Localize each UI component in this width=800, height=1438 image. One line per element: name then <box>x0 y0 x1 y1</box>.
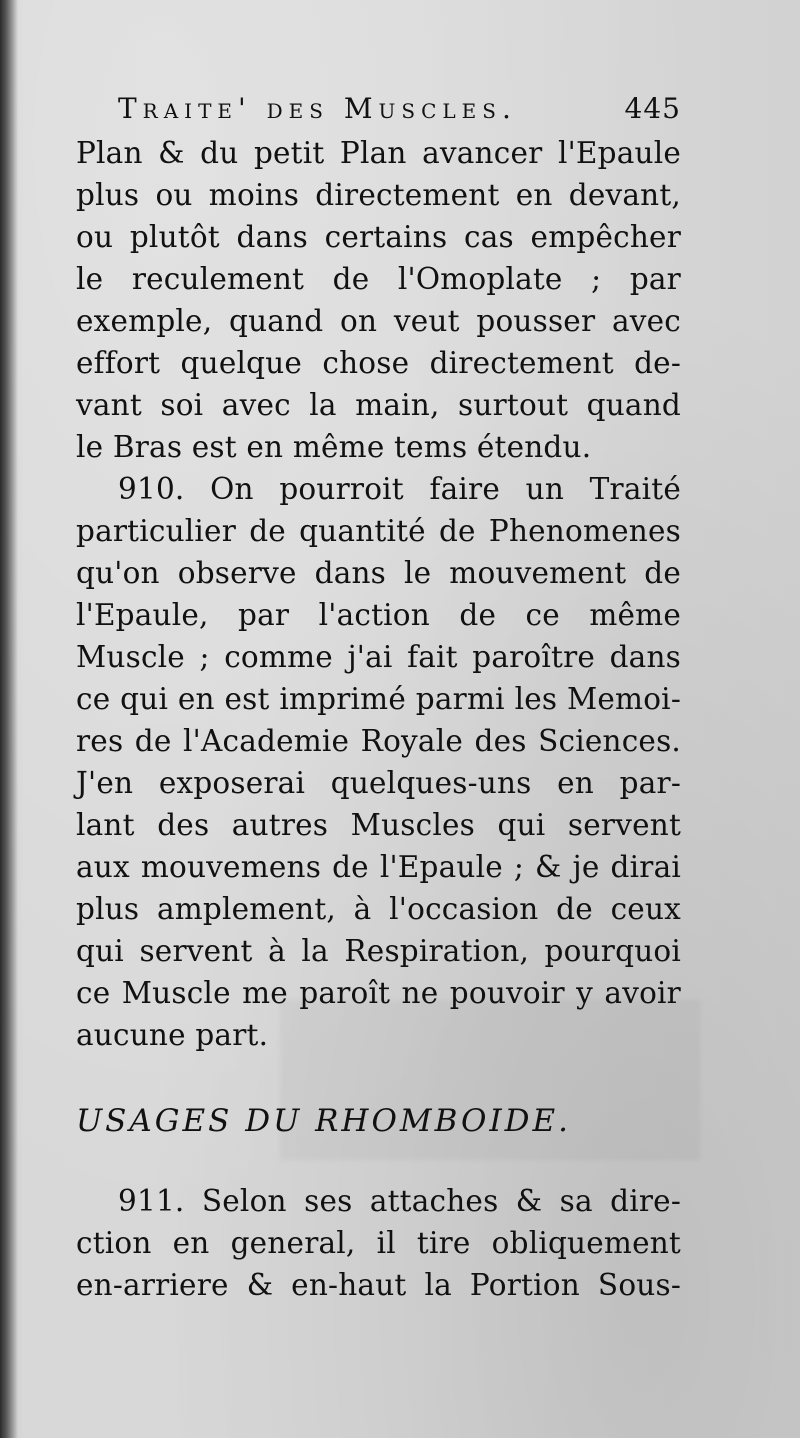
section-heading: USAGES DU RHOMBOIDE. <box>76 1103 571 1139</box>
text-line: aucune part. <box>76 1018 269 1052</box>
text-line: ce qui en est imprimé parmi les Memoi- <box>76 682 681 716</box>
running-header-title: Traite' des Muscles. <box>118 92 517 125</box>
text-line: qui servent à la Respiration, pourquoi <box>76 934 681 968</box>
page-number: 445 <box>624 92 681 125</box>
page-text-block <box>76 88 681 1306</box>
text-line: le reculement de l'Omoplate ; par <box>76 262 681 296</box>
text-line: aux mouvemens de l'Epaule ; & je dirai <box>76 850 681 884</box>
page-binding-shadow <box>0 0 18 1438</box>
paragraph-2 <box>76 468 681 1056</box>
text-line: le Bras est en même tems étendu. <box>76 430 592 464</box>
text-line: ce Muscle me paroît ne pouvoir y avoir <box>76 976 681 1010</box>
text-line: ou plutôt dans certains cas empêcher <box>76 220 681 254</box>
text-line: exemple, quand on veut pousser avec <box>76 304 681 338</box>
text-line: effort quelque chose directement de- <box>76 346 681 380</box>
text-line: plus amplement, à l'occasion de ceux <box>76 892 681 926</box>
text-line: plus ou moins directement en devant, <box>76 178 681 212</box>
paragraph-1 <box>76 132 681 468</box>
text-line: Plan & du petit Plan avancer l'Epaule <box>76 136 681 170</box>
text-line: qu'on observe dans le mouvement de <box>76 556 681 590</box>
text-line: J'en exposerai quelques-uns en par- <box>76 766 681 800</box>
text-line: particulier de quantité de Phenomenes <box>76 514 681 548</box>
text-line: ction en general, il tire obliquement <box>76 1226 681 1260</box>
text-line: l'Epaule, par l'action de ce même <box>76 598 681 632</box>
text-line: 911. Selon ses attaches & sa dire- <box>118 1184 681 1218</box>
text-line: res de l'Academie Royale des Sciences. <box>76 724 681 758</box>
running-header <box>118 88 681 132</box>
paragraph-3 <box>76 1180 681 1306</box>
text-line: lant des autres Muscles qui servent <box>76 808 681 842</box>
text-line: 910. On pourroit faire un Traité <box>118 472 681 506</box>
text-line: en-arriere & en-haut la Portion Sous- <box>76 1268 681 1302</box>
text-line: vant soi avec la main, surtout quand <box>76 388 681 422</box>
text-line: Muscle ; comme j'ai fait paroître dans <box>76 640 681 674</box>
